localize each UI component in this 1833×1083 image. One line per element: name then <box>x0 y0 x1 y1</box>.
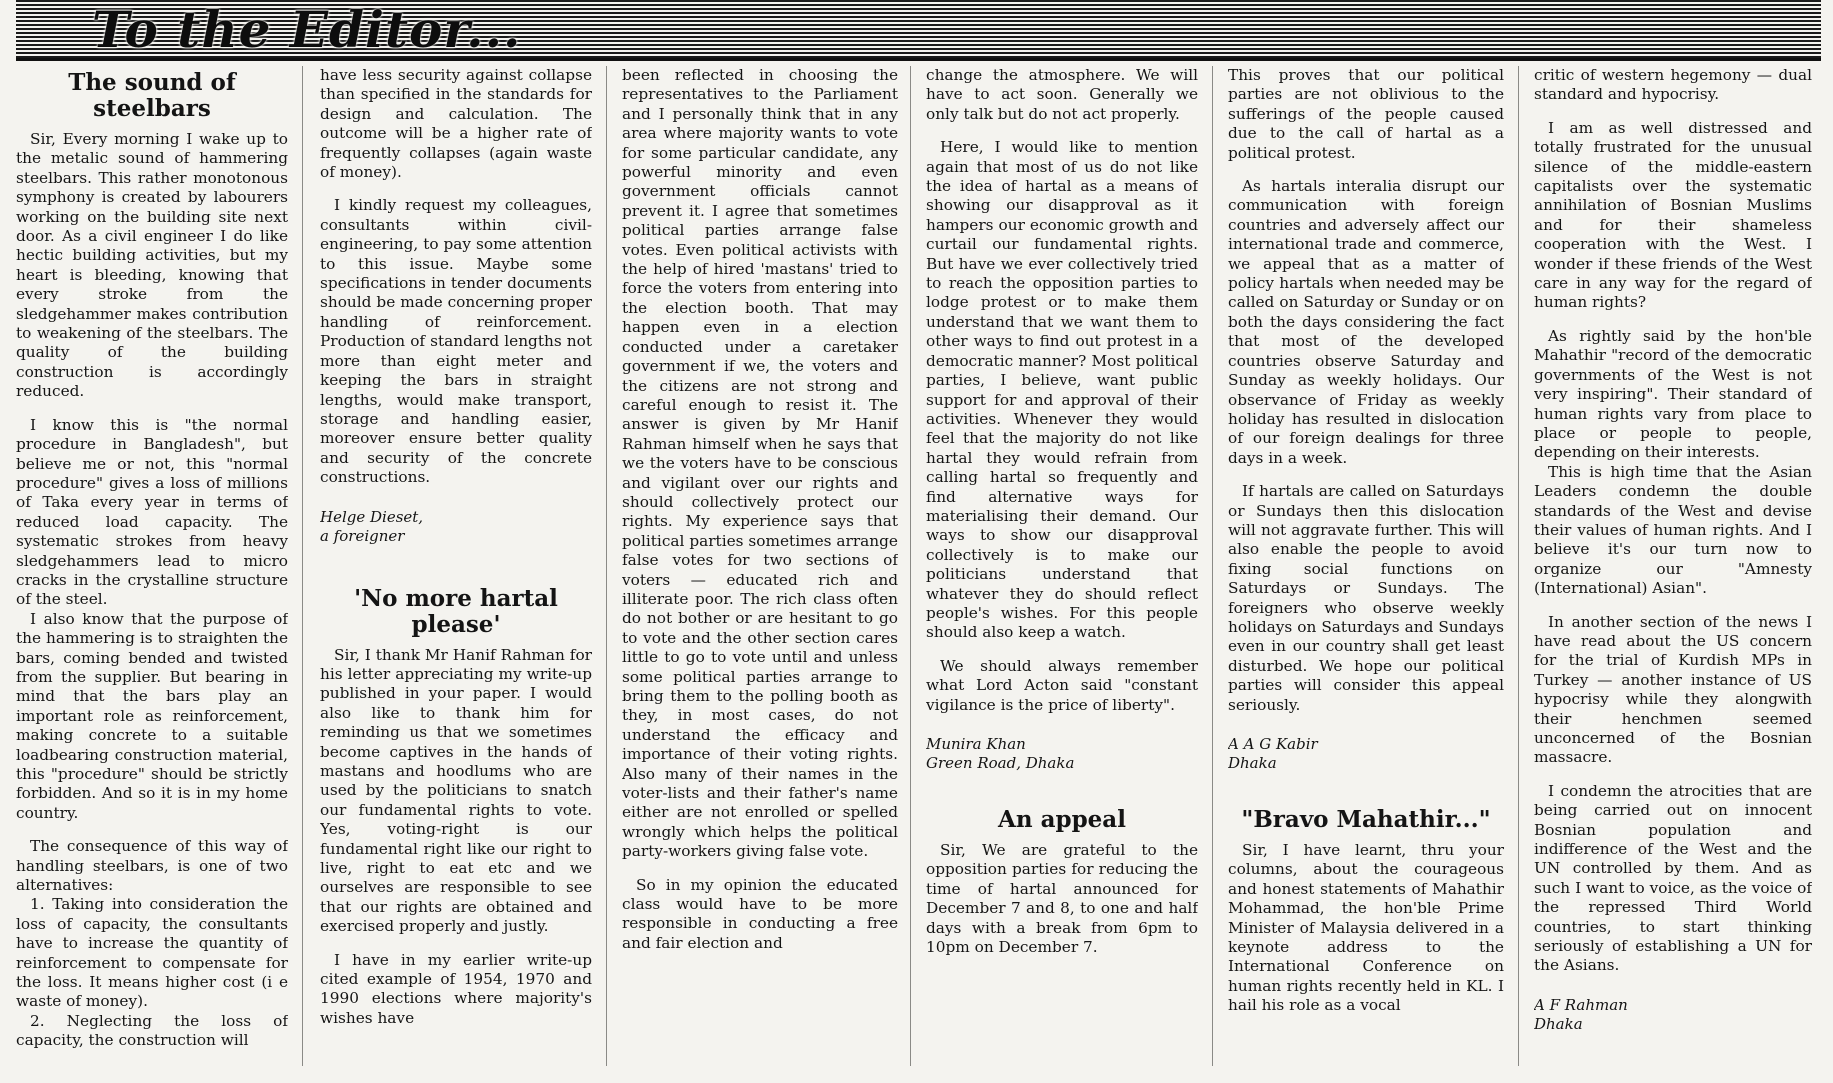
paragraph: As rightly said by the hon'ble Mahathir "record of the democratic governments of the West is not very inspiring". Their standard of human rights vary from place to place or people to people, depending on their interests. <box>1534 326 1812 462</box>
paragraph: I know this is "the normal procedure in Bangladesh", but believe me or not, this "normal procedure" gives a loss of millions of Taka every year in terms of reduced load capacity. The systematic strokes from heavy sledgehammers lead to micro cracks in the crystalline structure of the steel. <box>16 415 288 609</box>
letter-headline-appeal: An appeal <box>998 806 1126 833</box>
paragraph: I condemn the atrocities that are being carried out on innocent Bosnian population and indifference of the West and the UN controlled by them. And as such I want to voice, as the voice of the repressed Third World countries, to start thinking seriously of establishing a UN for the Asians. <box>1534 781 1812 975</box>
letter-headline-mahathir: "Bravo Mahathir..." <box>1241 806 1491 833</box>
column-divider <box>910 66 911 1066</box>
paragraph: change the atmosphere. We will have to act soon. Generally we only talk but do not act properly. <box>926 66 1198 123</box>
paragraph: This is high time that the Asian Leaders condemn the double standards of the West and devise their values of human rights. And I believe it's our turn now to organize our "Amnesty (International) Asian". <box>1534 462 1812 598</box>
paragraph: Sir, We are grateful to the opposition parties for reducing the time of hartal announced for December 7 and 8, to one and half days with a break from 6pm to 10pm on December 7. <box>926 841 1198 957</box>
column-3 <box>622 66 898 1066</box>
paragraph: The consequence of this way of handling steelbars, is one of two alternatives: <box>16 837 288 895</box>
column-1 <box>16 66 288 1066</box>
masthead-banner <box>16 0 1821 61</box>
column-divider <box>1518 66 1519 1066</box>
signature-name: A F Rahman <box>1534 995 1628 1014</box>
column-divider <box>302 66 303 1066</box>
paragraph: I kindly request my colleagues, consultants within civil-engineering, to pay some attention to this issue. Maybe some specifications in tender documents should be made concerning proper handling of reinforcement. Production of standard lengths not more than eight meter and keeping the bars in straight lengths, would make transport, storage and handling easier, moreover ensure better quality and security of the concrete constructions. <box>320 196 592 487</box>
paragraph: We should always remember what Lord Acton said "constant vigilance is the price of liberty". <box>926 656 1198 714</box>
paragraph: As hartals interalia disrupt our communication with foreign countries and adversely affect our international trade and commerce, we appeal that as a matter of policy hartals when needed may be called on Saturday or Sunday or on both the days considering the fact that most of the developed countries observe Saturday and Sunday as weekly holidays. Our observance of Friday as weekly holiday has resulted in dislocation of our foreign dealings for three days in a week. <box>1228 177 1504 467</box>
signature-block <box>1534 996 1812 1034</box>
paragraph: 2. Neglecting the loss of capacity, the construction will <box>16 1011 288 1050</box>
signature-place: a foreigner <box>320 526 405 545</box>
signature-place: Dhaka <box>1534 1014 1583 1033</box>
paragraph: have less security against collapse than specified in the standards for design and calculation. The outcome will be a higher rate of frequently collapses (again waste of money). <box>320 66 592 182</box>
signature-block <box>926 735 1198 773</box>
letter-headline-steelbars: The sound of steelbars <box>68 69 236 122</box>
column-divider <box>1212 66 1213 1066</box>
paragraph: Here, I would like to mention again that most of us do not like the idea of hartal as a means of showing our disapproval as it hampers our economic growth and curtail our fundamental rights. But have we ever collectively tried to reach the opposition parties to lodge protest or to make them understand that we want them to other ways to find out protest in a democratic manner? Most political parties, I believe, want public support for and approval of their activities. Whenever they would feel that the majority do not like hartal they would refrain from calling hartal so frequently and find alternative ways for materialising their demand. Our ways to show our disapproval collectively is to make our politicians understand that whatever they do should reflect people's wishes. For this people should also keep a watch. <box>926 138 1198 642</box>
paragraph: I am as well distressed and totally frustrated for the unusual silence of the middle-eastern capitalists over the systematic annihilation of Bosnian Muslims and for their shameless cooperation with the West. I wonder if these friends of the West care in any way for the regard of human rights? <box>1534 118 1812 312</box>
paragraph: So in my opinion the educated class would have to be more responsible in conducting a free and fair election and <box>622 875 898 952</box>
paragraph: Sir, I thank Mr Hanif Rahman for his letter appreciating my write-up published in your paper. I would also like to thank him for reminding us that we sometimes become captives in the hands of mastans and hoodlums who are used by the politicians to snatch our fundamental rights to vote. Yes, voting-right is our fundamental right like our right to live, right to eat etc and we ourselves are responsible to see that our rights are obtained and exercised properly and justly. <box>320 645 592 936</box>
signature-place: Green Road, Dhaka <box>926 754 1075 772</box>
paragraph: If hartals are called on Saturdays or Sundays then this dislocation will not aggravate further. This will also enable the people to avoid fixing social functions on Saturdays or Sundays. The foreigners who observe weekly holidays on Saturdays and Sundays even in our country shall get least disturbed. We hope our political parties will consider this appeal seriously. <box>1228 482 1504 714</box>
paragraph: been reflected in choosing the representatives to the Parliament and I personally think that in any area where majority wants to vote for some particular candidate, any powerful minority and even government officials cannot prevent it. I agree that sometimes political parties arrange false votes. Even political activists with the help of hired 'mastans' tried to force the voters from entering into the election booth. That may happen even in a election conducted under a caretaker government if we, the voters and the citizens are not strong and careful enough to resist it. The answer is given by Mr Hanif Rahman himself when he says that we the voters have to be conscious and vigilant over our rights and should collectively protect our rights. My experience says that political parties sometimes arrange false votes for two sections of voters — educated rich and illiterate poor. The rich class often do not bother or are hesitant to go to vote and the other section cares little to go to vote until and unless some political parties arrange to bring them to the polling booth as they, in most cases, do not understand the efficacy and importance of their voting rights. Also many of their names in the voter-lists and their father's name either are not enrolled or spelled wrongly which helps the political party-workers giving false vote. <box>622 66 898 861</box>
paragraph: 1. Taking into consideration the loss of capacity, the consultants have to increase the quantity of reinforcement to compensate for the loss. It means higher cost (i e waste of money). <box>16 895 288 1011</box>
signature-place: Dhaka <box>1228 754 1277 772</box>
column-2 <box>320 66 592 1066</box>
signature-block <box>320 508 592 546</box>
paragraph: Sir, I have learnt, thru your columns, about the courageous and honest statements of Mahathir Mohammad, the hon'ble Prime Minister of Malaysia delivered in a keynote address to the International Conference on human rights recently held in KL. I hail his role as a vocal <box>1228 841 1504 1015</box>
paragraph: critic of western hegemony — dual standard and hypocrisy. <box>1534 66 1812 104</box>
signature-name: Munira Khan <box>926 735 1026 753</box>
paragraph: In another section of the news I have read about the US concern for the trial of Kurdish MPs in Turkey — another instance of US hypocrisy while they alongwith their henchmen seemed unconcerned of the Bosnian massacre. <box>1534 612 1812 767</box>
column-divider <box>606 66 607 1066</box>
paragraph: This proves that our political parties are not oblivious to the sufferings of the people caused due to the call of hartal as a political protest. <box>1228 66 1504 162</box>
paragraph: I have in my earlier write-up cited example of 1954, 1970 and 1990 elections where majority's wishes have <box>320 950 592 1027</box>
column-6 <box>1534 66 1812 1066</box>
letter-headline-hartal: 'No more hartal please' <box>354 584 558 638</box>
paragraph: I also know that the purpose of the hammering is to straighten the bars, coming bended and twisted from the supplier. But bearing in mind that the bars play an important role as reinforcement, making concrete to a suitable loadbearing construction material, this "procedure" should be strictly forbidden. And so it is in my home country. <box>16 609 288 822</box>
column-5 <box>1228 66 1504 1066</box>
column-4 <box>926 66 1198 1066</box>
signature-name: A A G Kabir <box>1228 735 1318 753</box>
signature-block <box>1228 735 1504 773</box>
section-title: To the Editor... <box>92 0 522 59</box>
paragraph: Sir, Every morning I wake up to the metalic sound of hammering steelbars. This rather monotonous symphony is created by labourers working on the building site next door. As a civil engineer I do like hectic building activities, but my heart is bleeding, knowing that every stroke from the sledgehammer makes contribution to weakening of the steelbars. The quality of the building construction is accordingly reduced. <box>16 130 288 401</box>
signature-name: Helge Dieset, <box>320 507 424 526</box>
